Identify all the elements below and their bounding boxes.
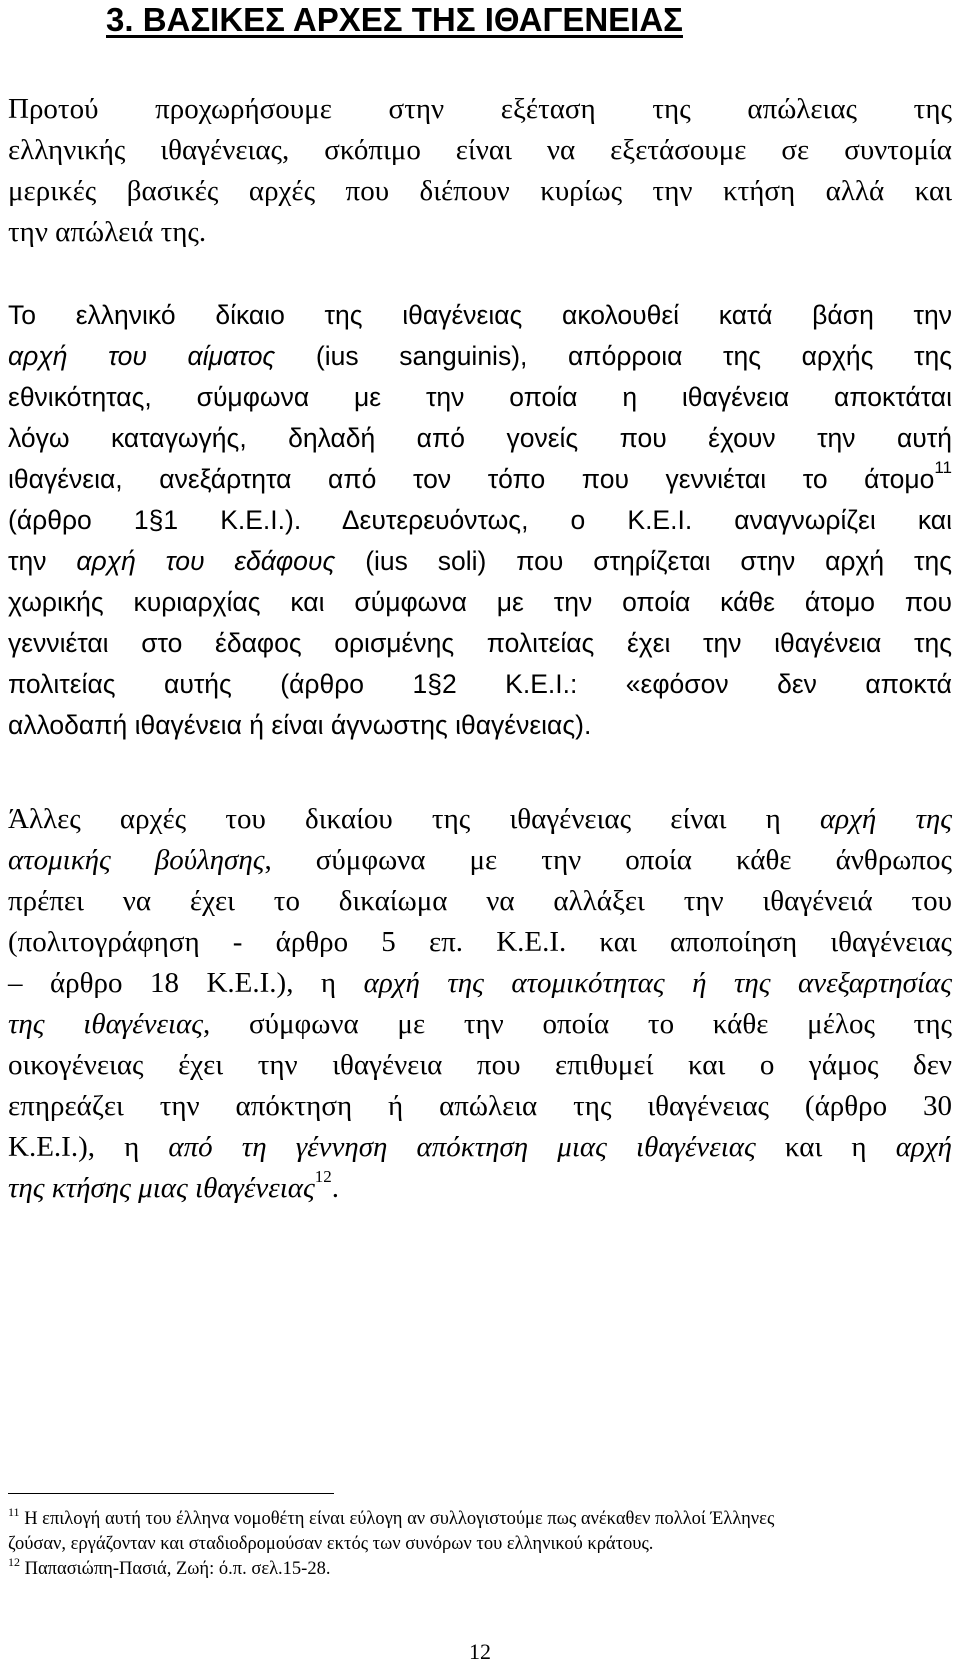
footnote-number: 11 [8,1505,20,1519]
paragraph-line: χωρικής κυριαρχίας και σύμφωνα με την οποία κάθε άτομο που [8,587,952,617]
paragraph-other-principles [8,799,952,1209]
paragraph-ius-sanguinis [8,295,952,746]
text-run: , σύμφωνα με την οποία κάθε άνθρωπος [264,844,952,876]
paragraph-intro [8,89,952,253]
italic-term: της κτήσης μιας ιθαγένειας [8,1172,315,1204]
paragraph-line: Το ελληνικό δίκαιο της ιθαγένειας ακολουθεί κατά βάση την [8,300,952,330]
paragraph-line: πολιτείας αυτής (άρθρο 1§2 Κ.Ε.Ι.: «εφόσον δεν αποκτά [8,669,952,699]
text-run: Κ.Ε.Ι.), η [8,1131,169,1163]
italic-term: από τη γέννηση απόκτηση μιας ιθαγένειας [168,1131,756,1163]
footnote-text: Η επιλογή αυτή του έλληνα νομοθέτη είναι εύλογη αν συλλογιστούμε πως ανέκαθεν πολλοί Έλληνες [19,1509,775,1529]
paragraph-line: επηρεάζει την απόκτηση ή απώλεια της ιθαγένειας (άρθρο 30 [8,1090,952,1122]
paragraph-line [8,541,952,582]
paragraph-line: εθνικότητας, σύμφωνα με την οποία η ιθαγένεια αποκτάται [8,382,952,412]
italic-term: αρχή του αίματος [8,341,276,371]
footnote-divider [8,1493,334,1494]
text-run: . [331,1172,340,1204]
section-heading: 3. ΒΑΣΙΚΕΣ ΑΡΧΕΣ ΤΗΣ ΙΘΑΓΕΝΕΙΑΣ [106,1,683,38]
paragraph-line: (άρθρο 1§1 Κ.Ε.Ι.). Δευτερευόντως, ο Κ.Ε.Ι. αναγνωρίζει και [8,505,952,535]
footnote-11 [8,1507,952,1532]
text-run: ιθαγένεια, ανεξάρτητα από τον τόπο που γεννιέται το άτομο [8,464,935,494]
footnotes [8,1507,952,1582]
text-run: και η [755,1131,896,1163]
text-run: (ius soli) που στηρίζεται στην αρχή της [335,546,952,576]
paragraph-line [8,799,952,840]
paragraph-line: γεννιέται στο έδαφος ορισμένης πολιτείας έχει την ιθαγένεια της [8,628,952,658]
paragraph-line [8,1168,952,1209]
footnote-12 [8,1557,952,1582]
paragraph-line: την απώλειά της. [8,216,207,248]
paragraph-line: ελληνικής ιθαγένειας, σκόπιμο είναι να εξετάσουμε σε συντομία [8,134,952,166]
italic-term: αρχή της [819,803,952,835]
text-run: Άλλες αρχές του δικαίου της ιθαγένειας είναι η [8,803,820,835]
italic-term: αρχή του εδάφους [76,546,336,576]
page-number: 12 [469,1639,491,1664]
text-run: την [8,546,77,576]
text-run: , σύμφωνα με την οποία το κάθε μέλος της [203,1008,952,1040]
text-run: (ius sanguinis), απόρροια της αρχής της [275,341,953,371]
italic-term: αρχή [895,1131,952,1163]
footnote-number: 12 [8,1555,20,1569]
paragraph-line [8,336,952,377]
italic-term: αρχή της ατομικότητας ή της ανεξαρτησίας [363,967,952,999]
paragraph-line [8,1004,952,1045]
paragraph-line: πρέπει να έχει το δικαίωμα να αλλάξει την ιθαγένειά του [8,885,952,917]
footnote-marker: 12 [314,1167,332,1186]
paragraph-line [8,963,952,1004]
paragraph-line: (πολιτογράφηση - άρθρο 5 επ. Κ.Ε.Ι. και αποποίηση ιθαγένειας [8,926,952,958]
paragraph-line [8,459,952,500]
paragraph-line [8,1127,952,1168]
paragraph-line: μερικές βασικές αρχές που διέπουν κυρίως την κτήση αλλά και [8,175,952,207]
footnote-text: Παπασιώπη-Πασιά, Ζωή: ό.π. σελ.15-28. [20,1559,331,1579]
italic-term: ατομικής βούλησης [8,844,265,876]
paragraph-line [8,840,952,881]
paragraph-line: λόγω καταγωγής, δηλαδή από γονείς που έχουν την αυτή [8,423,952,453]
paragraph-line: οικογένειας έχει την ιθαγένεια που επιθυμεί και ο γάμος δεν [8,1049,952,1081]
italic-term: της ιθαγένειας [8,1008,203,1040]
paragraph-line: Προτού προχωρήσουμε στην εξέταση της απώλειας της [8,93,952,125]
paragraph-line: αλλοδαπή ιθαγένεια ή είναι άγνωστης ιθαγένειας). [8,710,592,740]
footnote-marker: 11 [934,458,952,477]
footnote-11-continued: ζούσαν, εργάζονταν και σταδιοδρομούσαν εκτός των συνόρων του ελληνικού κράτους. [8,1534,654,1554]
text-run: – άρθρο 18 Κ.Ε.Ι.), η [8,967,364,999]
